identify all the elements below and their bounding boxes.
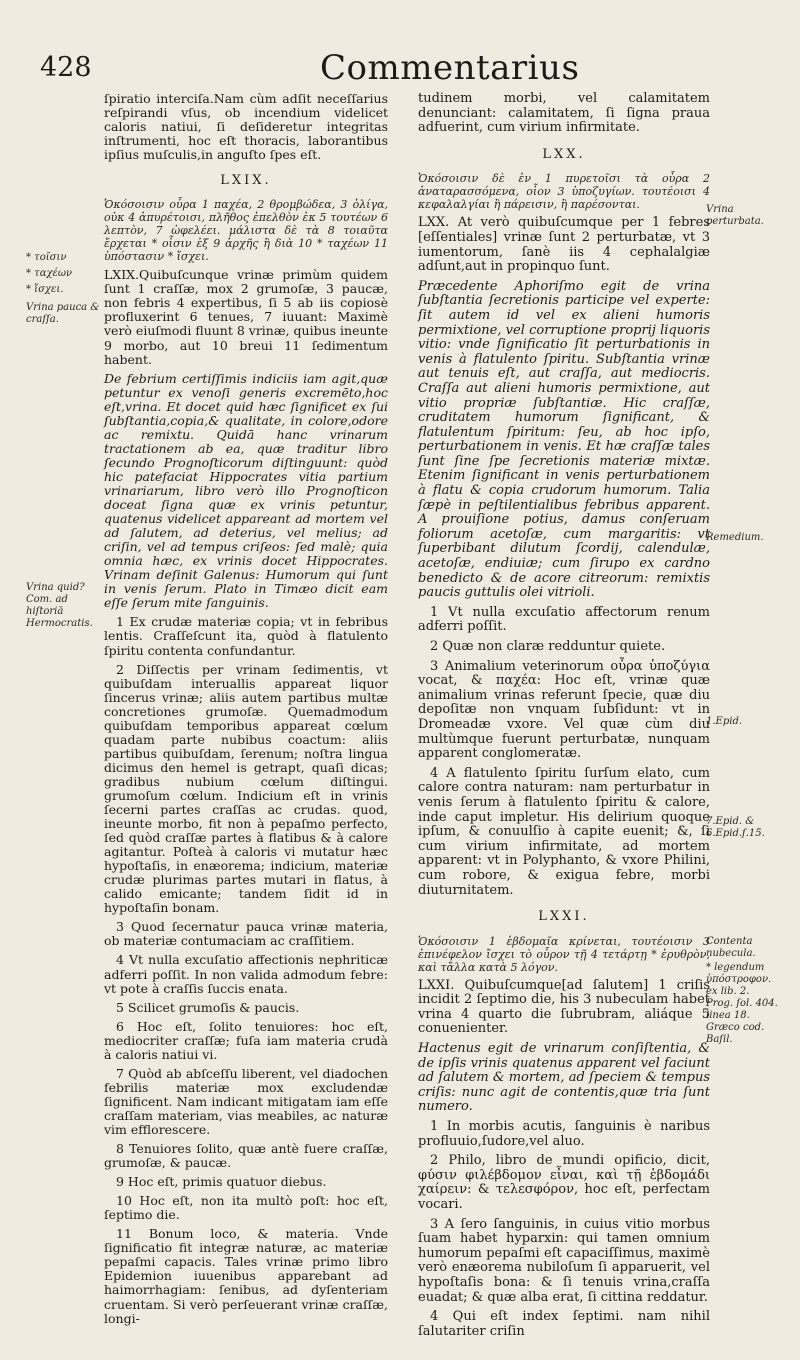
- note-item: 3 A ſero ſanguinis, in cuius vitio morbus ſuam habet hyparxin: qui tamen omnium humorum pepaſmi eſt capaciſſimus, maximè verò enæorema nubiloſum ſi apparuerit, vel hypoſtaſis bona: & ſi tenuis vrina,craſſa euadat; & quæ alba erat, ſi cittina reddatur.: [418, 1216, 710, 1305]
- margin-note: Vrina quid? Com. ad hiſtoriā Hermocratis.: [26, 582, 93, 629]
- margin-note: 7.Epid. & 6.Epid.ſ.15.: [706, 816, 765, 839]
- commentary: De febrium certiſſimis indiciis iam agit,quæ petuntur ex venoſi generis excremēto,hoc eſt,vrina. Et docet quid hæc ſignificet ex ſui ſubſtantia,copia,& qualitate, in colore,odore ac remixtu. Quidā hanc vrinarum tractationem ab ea, quæ traditur libro ſecundo Prognoſticorum diſtinguunt: quòd hic patefaciat Hippocrates vitia partium vrinariarum, libro verò illo Prognoſticon doceat ſigna quæ ex vrinis petuntur, quatenus videlicet appareant ad mortem vel ad ſalutem, ad deterius, vel melius; ad criſin, vel ad tempus criſeos: ſed malè; quia omnia hæc, ex vrinis docet Hippocrates. Vrinam deſinit Galenus: Humorum qui ſunt in venis ſerum. Plato in Timæo dicit eam eſſe ſerum mite ſanguinis.: [104, 370, 388, 611]
- paragraph: tudinem morbi, vel calamitatem denunciant: calamitatem, ſi ſigna praua adfuerint, cum virium infirmitate.: [418, 91, 710, 136]
- aphorism-text: LXXI. Quibuſcumque[ad ſalutem] 1 criſis incidit 2 ſeptimo die, his 3 nubeculam habet vrina 4 quarto die ſubrubram, aliáque 5 conuenienter.: [418, 977, 710, 1037]
- margin-note: * ἴσχει.: [26, 284, 64, 295]
- note-item: 1 Ex crudæ materiæ copia; vt in febribus lentis. Craſſeſcunt ita, quòd à flatulento ſpiritu contenta confundantur.: [104, 614, 388, 658]
- aphorism-heading: LXX.: [542, 146, 586, 162]
- margin-note: Vrina perturbata.: [706, 204, 764, 227]
- left-column: [104, 92, 388, 1331]
- note-item: 4 Vt nulla excuſatio affectionis nephriticæ adferri poſſit. In non valida admodum febre: vt pote à craſſis ſuccis enata.: [104, 952, 388, 996]
- margin-note: Remedium.: [706, 532, 764, 543]
- margin-note: Vrina pauca & craſſa.: [26, 302, 100, 325]
- note-item: 3 Quod ſecernatur pauca vrinæ materia, ob materiæ contumaciam ac craſſitiem.: [104, 919, 388, 949]
- note-item: 7 Quòd ab abſceſſu liberent, vel diadochen febrilis materiæ mox excludendæ ſignificent. Nam indicant mitigatam iam eſſe craſſam materiam, vias meabiles, ac naturæ vim efflorescere.: [104, 1065, 388, 1137]
- commentary: Hactenus egit de vrinarum conſiſtentia, & de ipſis vrinis quatenus apparent vel faciunt ad ſalutem & mortem, ad ſpeciem & tempus criſis: nunc agit de contentis,quæ tria ſunt numero.: [418, 1041, 710, 1115]
- commentary: Præcedente Aphoriſmo egit de vrina ſubſtantia ſecretionis participe vel experte: ſit autem id vel ex alieni humoris permixtione, vel corruptione proprij liquoris vitio: vnde ſignificatio ſit perturbationis in venis à flatulento ſpiritu. Subſtantia vrinæ aut tenuis eſt, aut craſſa, aut mediocris. Craſſa aut alieni humoris permixtione, aut vitio propriæ ſubſtantiæ. Hic craſſæ, cruditatem humorum ſignificant, & flatulentum ſpiritum: ſeu, ab hoc ipſo, perturbationem in venis. Et hæ craſſæ tales ſunt ſine ſpe ſecretionis materiæ mixtæ. Etenim ſignificant in venis perturbationem à flatu & copia crudorum humorum. Talia ſæpè in peſtilentialibus febribus apparent. A prouiſione potius, damus conſeruam foliorum acetoſæ, cum margaritis: vt ſuperbibant dilutum ſcordij, calendulæ, acetoſæ, endiuiæ; cum ſirupo ex cardno benedicto & de acore citreorum: remixtis paucis guttulis olei vitrioli.: [418, 278, 710, 601]
- note-item: 1 Vt nulla excuſatio affectorum renum adferri poſſit.: [418, 604, 710, 635]
- right-column: [418, 92, 710, 1344]
- note-item: 11 Bonum loco, & materia. Vnde ſignificatio fit integræ naturæ, ac materiæ pepaſmi capacis. Tales vrinæ primo libro Epidemion iuuenibus apparebant ad haimorrhagiam: ſenibus, ad dyſenteriam cruentam. Si verò perſeuerant vrinæ craſſæ, longi-: [104, 1226, 388, 1326]
- note-item: 4 A flatulento ſpiritu ſurſum elato, cum calore contra naturam: nam perturbatur in venis ſerum à flatulento ſpiritu & calore, inde caput impletur. His delirium quoque ipſum, & conuulſio à capite euenit; &, ſi cum virium infirmitate, ad mortem apparent: vt in Polyphanto, & vxore Philini, cum robore, & exigua febre, morbi diuturnitatem.: [418, 765, 710, 898]
- page-header: [0, 48, 800, 90]
- note-item: 3 Animalium veterinorum οὖρα ὑποζύγια vocat, & παχέα: Hoc eſt, vrinæ quæ animalium vrinas referunt ſpecie, quæ diu depoſitæ non vnquam ſubſidunt: vt in Dromeadæ vxore. Vel quæ cùm diu multùmque fuerunt perturbatæ, nunquam apparent conglomeratæ.: [418, 658, 710, 762]
- note-item: 10 Hoc eſt, non ita multò poſt: hoc eſt, ſeptimo die.: [104, 1193, 388, 1223]
- note-item: 8 Tenuiores ſolito, quæ antè fuere craſſæ, grumoſæ, & paucæ.: [104, 1141, 388, 1171]
- note-item: 2 Philo, libro de mundi opificio, dicit, φύσιν φιλέβδομον εἶναι, καὶ τῇ ἑβδομάδι χαίρειν: & τελεσφόρον, hoc eſt, perfectam vocari.: [418, 1153, 710, 1212]
- margin-note: * legendum ὑπόστροφον. ex lib. 2. Prog. ſol. 404. linea 18. Græco cod. Baſil.: [706, 962, 778, 1045]
- greek-text: Ὁκόσοισιν 1 ἑβδομαῖα κρίνεται, τουτέοισιν 3 ἐπινέφελον ἴσχει τὸ οὖρον τῇ 4 τετάρτῃ * ἐρυθρὸν, καὶ τἄλλα κατὰ 5 λόγον.: [418, 934, 710, 974]
- page-number: 428: [40, 52, 92, 83]
- note-item: 2 Quæ non claræ redduntur quiete.: [430, 639, 666, 654]
- running-title: Commentarius: [320, 48, 580, 88]
- margin-note: 1.Epid.: [706, 716, 743, 727]
- aphorism-text: LXX. At verò quibuſcumque per 1 febres [eſſentiales] vrinæ ſunt 2 perturbatæ, vt 3 iumentorum, ſanè iis 4 cephalalgiæ adſunt,aut in propinquo ſunt.: [418, 215, 710, 275]
- note-item: 9 Hoc eſt, primis quatuor diebus.: [116, 1174, 327, 1190]
- note-item: 1 In morbis acutis, ſanguinis è naribus profluuio,ſudore,vel aluo.: [418, 1119, 710, 1149]
- margin-note: * τοῖσιν: [26, 252, 67, 263]
- margin-note: Contenta nubecula.: [706, 936, 756, 959]
- paragraph: ſpiratio interciſa.Nam cùm adſit neceſſarius reſpirandi vſus, ob incendium videlicet caloris natiui, ſi deſideretur integritas inſtrumenti, hoc eſt thoracis, laborantibus ipſius muſculis,in anguſto ſpes eſt.: [104, 91, 388, 163]
- greek-text: Ὁκόσοισιν δὲ ἐν 1 πυρετοῖσι τὰ οὖρα 2 ἀναταρασσόμενα, οἷον 3 ὑποζυγίων. τουτέοισι 4 κεφαλαλγίαι ἢ πάρεισιν, ἢ παρέσονται.: [418, 172, 710, 212]
- aphorism-text: LXIX.Quibuſcunque vrinæ primùm quidem ſunt 1 craſſæ, mox 2 grumoſæ, 3 paucæ, non febris 4 expertibus, ſi 5 ab iis copiosè profluxerint 6 tenues, 7 iuuant: Maximè verò eiuſmodi fluunt 8 vrinæ, quibus ineunte 9 morbo, aut 10 breui 11 ſedimentum habent.: [104, 267, 389, 367]
- note-item: 5 Scilicet grumoſis & paucis.: [116, 999, 300, 1015]
- greek-text: Ὁκόσοισιν οὖρα 1 παχέα, 2 θρομβώδεα, 3 ὀλίγα, οὐκ 4 ἀπυρέτοισι, πλῆθος ἐπελθὸν ἐκ 5 τουτέων 6 λεπτὸν, 7 ὠφελέει. μάλιστα δὲ τὰ 8 τοιαῦτα ἔρχεται * οἷσιν ἐξ 9 ἀρχῆς ἢ διὰ 10 * ταχέων 11 ὑπόστασιν * ἴσχει.: [104, 198, 388, 264]
- aphorism-heading: LXXI.: [538, 909, 590, 925]
- margin-note: * ταχέων: [26, 268, 73, 279]
- note-item: 4 Qui eſt index ſeptimi. nam nihil ſalutariter criſin: [418, 1309, 710, 1339]
- note-item: 6 Hoc eſt, ſolito tenuiores: hoc eſt, mediocriter craſſæ; fuſa iam materia crudà à caloris natiui vi.: [104, 1018, 388, 1062]
- note-item: 2 Diſſectis per vrinam ſedimentis, vt quibuſdam interuallis appareat liquor ſincerus vrinæ; aliis autem partibus multæ concretiones grumoſæ. Quemadmodum quibuſdam temporibus appareat cœlum quadam parte nubibus coactum: aliis partibus quibuſdam, ſerenum; noſtra lingua dicimus den hemel is getrapt, quaſi dicas; gradibus nubium cœlum diſtingui. grumoſum cœlum. Indicium eſt in vrinis ſecerni partes craſſas ac crudas. quod, ineunte morbo, fit non à pepaſmo perfecto, ſed quòd craſſæ partes à flatibus & à calore agitantur. Poſteà à caloris vi mutatur hæc hypoſtaſis, in enæorema; indicium, materiæ crudæ plurimas partes mutari in flatus, à calido emicante; tandem ſidit id in hypoſtaſin bonam.: [104, 661, 388, 916]
- aphorism-heading: LXIX.: [220, 173, 272, 189]
